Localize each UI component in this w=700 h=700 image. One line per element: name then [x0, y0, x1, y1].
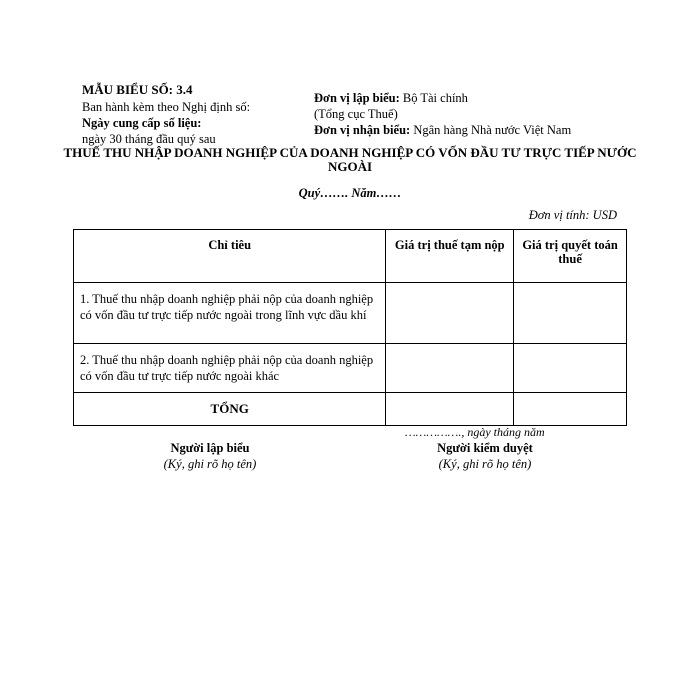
- table-row: [74, 283, 627, 344]
- reviewer-note: (Ký, ghi rõ họ tên): [438, 457, 532, 471]
- table-header-row: [74, 230, 627, 283]
- preparer-note: (Ký, ghi rõ họ tên): [163, 457, 257, 471]
- receiving-unit-value: Ngân hàng Nhà nước Việt Nam: [413, 123, 572, 137]
- total-row: [74, 393, 627, 426]
- form-code: MẪU BIỂU SỐ: 3.4: [82, 82, 193, 97]
- receiving-unit-label: Đơn vị nhận biểu:: [314, 123, 411, 137]
- header-indicator: Chỉ tiêu: [74, 230, 386, 283]
- table-row: [74, 344, 627, 393]
- document-title: THUẾ THU NHẬP DOANH NGHIỆP CỦA DOANH NGHIỆP CÓ VỐN ĐẦU TƯ TRỰC TIẾP NƯỚC NGOÀI: [63, 145, 637, 174]
- preparing-unit-line: [314, 90, 634, 106]
- preparing-unit-label: Đơn vị lập biểu:: [314, 91, 400, 105]
- tax-table: [73, 229, 627, 426]
- row-label: 1. Thuế thu nhập doanh nghiệp phải nộp của doanh nghiệp có vốn đầu tư trực tiếp nước ngoài trong lĩnh vực dầu khí: [74, 283, 386, 344]
- preparing-unit-sub: (Tổng cục Thuế): [314, 107, 398, 121]
- row-label: 2. Thuế thu nhập doanh nghiệp phải nộp của doanh nghiệp có vốn đầu tư trực tiếp nước ngoài khác: [74, 344, 386, 393]
- preparing-unit-value: Bộ Tài chính: [402, 91, 468, 105]
- provisional-cell: [386, 344, 514, 393]
- reviewer-signature-block: [405, 440, 565, 472]
- receiving-unit-line: [314, 122, 634, 138]
- reviewer-title: Người kiểm duyệt: [437, 441, 533, 455]
- total-provisional-cell: [386, 393, 514, 426]
- supply-date-value: ngày 30 tháng đầu quý sau: [82, 132, 216, 146]
- header-provisional-tax: Giá trị thuế tạm nộp: [386, 230, 514, 283]
- signing-date-line: ……………., ngày tháng năm: [405, 425, 545, 439]
- form-header-left: [82, 82, 312, 147]
- supply-date-label: Ngày cung cấp số liệu:: [82, 116, 202, 130]
- preparer-signature-block: [130, 440, 290, 472]
- reporting-period: Quý……. Năm……: [298, 186, 402, 200]
- provisional-cell: [386, 283, 514, 344]
- issued-by-text: Ban hành kèm theo Nghị định số:: [82, 100, 251, 114]
- unit-of-measure: Đơn vị tính: USD: [528, 208, 617, 222]
- total-label: TỔNG: [74, 393, 386, 426]
- final-cell: [514, 344, 627, 393]
- preparer-title: Người lập biểu: [170, 441, 250, 455]
- final-cell: [514, 283, 627, 344]
- header-final-tax: Giá trị quyết toán thuế: [514, 230, 627, 283]
- form-header-right: [314, 90, 634, 138]
- total-final-cell: [514, 393, 627, 426]
